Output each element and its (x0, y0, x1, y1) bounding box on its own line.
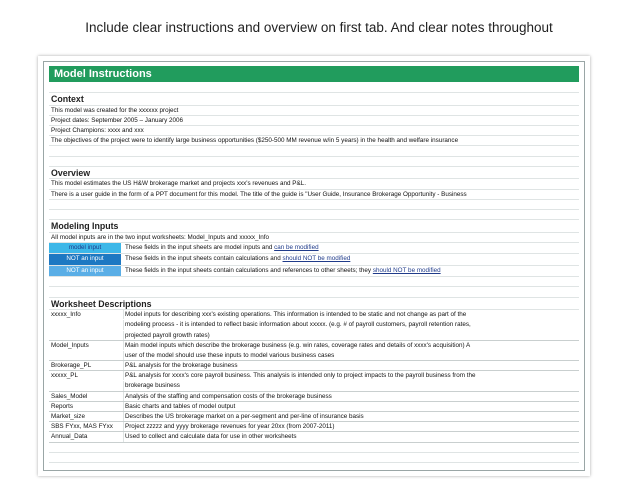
worksheet-desc-1-1: Model inputs for describing xxx's existing operations. This information is intended to be static and not change as part of the (125, 311, 467, 319)
worksheet-name-9: Annual_Data (51, 433, 88, 441)
column-divider (123, 412, 124, 421)
worksheet-row (49, 371, 579, 381)
legend-row (49, 243, 579, 255)
column-divider (123, 320, 124, 329)
legend-description-2: These fields in the input sheets contain calculations and should NOT be modified (125, 255, 351, 263)
worksheet-row (49, 341, 579, 351)
worksheet-row (49, 432, 579, 442)
worksheet-desc-6-1: Basic charts and tables of model output (125, 402, 236, 410)
blank-row (49, 157, 579, 167)
worksheet-desc-4-2: brokerage business (125, 382, 180, 390)
column-divider (123, 351, 124, 360)
context-heading (49, 93, 579, 106)
context-line-1: This model was created for the xxxxxx project (51, 106, 179, 114)
worksheet-row (49, 310, 579, 320)
worksheet-desc-1-3: projected payroll growth rates) (125, 331, 210, 339)
overview-heading (49, 167, 579, 180)
worksheet-row (49, 402, 579, 412)
worksheet-descriptions-heading-text: Worksheet Descriptions (51, 298, 152, 309)
legend-link-1: can be modified (274, 243, 319, 251)
text-row (49, 126, 579, 136)
worksheet-row (49, 422, 579, 432)
context-line-3: Project Champions: xxxx and xxx (51, 127, 144, 135)
text-row (49, 179, 579, 189)
slide-caption: Include clear instructions and overview on first tab. And clear notes throughout (85, 20, 553, 35)
context-line-4: The objectives of the project were to identify large business opportunities ($250-500 MM revenue w/in 5 years) in the health and welfare insurance (51, 137, 459, 145)
blank-row (49, 287, 579, 297)
blank-row (49, 210, 579, 220)
text-row (49, 106, 579, 116)
sheet-title-banner: Model Instructions (49, 66, 579, 82)
legend-row (49, 266, 579, 278)
worksheet-name-4: xxxxx_PL (51, 372, 78, 380)
blank-row (49, 83, 579, 93)
worksheet-desc-2-2: user of the model should use these inputs to model various business cases (125, 351, 335, 359)
worksheet-row (49, 331, 579, 341)
context-line-2: Project dates: September 2005 – January 2006 (51, 116, 183, 124)
legend-swatch-2: NOT an input (49, 254, 121, 265)
worksheet-name-2: Model_Inputs (51, 341, 89, 349)
worksheet-row (49, 320, 579, 330)
column-divider (123, 402, 124, 411)
worksheet-desc-8-1: Project zzzzz and yyyy brokerage revenues for year 20xx (from 2007-2011) (125, 423, 335, 431)
overview-line-2: There is a user guide in the form of a PPT document for this model. The title of the guide is "User Guide, Insurance Brokerage Opportunity - Business (51, 190, 467, 198)
worksheet-desc-7-1: Describes the US brokerage market on a per-segment and per-line of insurance basis (125, 413, 364, 420)
blank-row (49, 146, 579, 156)
column-divider (123, 432, 124, 441)
worksheet-row (49, 351, 579, 361)
blank-row (49, 277, 579, 287)
worksheet-desc-9-1: Used to collect and calculate data for use in other worksheets (125, 433, 297, 441)
blank-row (49, 200, 579, 210)
text-row (49, 190, 579, 200)
overview-heading-text: Overview (51, 167, 91, 178)
legend-link-3: should NOT be modified (372, 266, 441, 274)
sheet-rows (49, 83, 579, 463)
worksheet-name-8: SBS FYxx, MAS FYxx (51, 423, 113, 431)
column-divider (123, 331, 124, 340)
blank-row (49, 453, 579, 463)
worksheet-desc-5-1: Analysis of the staffing and compensation costs of the brokerage business (125, 392, 332, 400)
legend-swatch-3: NOT an input (49, 266, 121, 277)
worksheet-row (49, 381, 579, 391)
legend-link-2: should NOT be modified (282, 255, 351, 263)
legend-description-3: These fields in the input sheets contain calculations and references to other sheets; they should NOT be modified (125, 266, 441, 274)
worksheet-desc-4-1: P&L analysis for xxxx's core payroll business. This analysis is intended only to project impacts to the payroll business from the (125, 372, 476, 380)
text-row (49, 116, 579, 126)
blank-row (49, 443, 579, 453)
column-divider (123, 422, 124, 431)
legend-row (49, 254, 579, 266)
modeling-inputs-heading-text: Modeling Inputs (51, 221, 119, 232)
text-row (49, 136, 579, 146)
context-heading-text: Context (51, 94, 84, 105)
legend-description-1: These fields in the input sheets are model inputs and can be modified (125, 243, 319, 251)
worksheet-desc-2-1: Main model inputs which describe the brokerage business (e.g. win rates, coverage rates and details of xxxx's acquisition) A (125, 341, 471, 349)
modeling-inputs-intro: All model inputs are in the two input worksheets: Model_Inputs and xxxxx_Info (51, 233, 270, 241)
worksheet-desc-1-2: modeling process - it is intended to reflect basic information about xxxxx. (e.g. # of payroll customers, payroll retention rates, (125, 321, 471, 329)
worksheet-row (49, 412, 579, 422)
column-divider (123, 361, 124, 370)
text-row (49, 233, 579, 243)
worksheet-name-6: Reports (51, 402, 74, 410)
worksheet-row (49, 392, 579, 402)
modeling-inputs-heading (49, 220, 579, 233)
spreadsheet-screenshot (38, 56, 590, 476)
column-divider (123, 341, 124, 350)
worksheet-row (49, 361, 579, 371)
worksheet-descriptions-heading (49, 298, 579, 311)
worksheet-name-5: Sales_Model (51, 392, 88, 400)
worksheet-name-1: xxxxx_Info (51, 311, 81, 319)
legend-swatch-1: model input (49, 243, 121, 254)
column-divider (123, 371, 124, 380)
worksheet-name-3: Brokerage_PL (51, 362, 92, 370)
column-divider (123, 381, 124, 390)
column-divider (123, 392, 124, 401)
worksheet-desc-3-1: P&L analysis for the brokerage business (125, 362, 238, 370)
column-divider (123, 310, 124, 319)
worksheet-name-7: Market_size (51, 413, 85, 420)
overview-line-1: This model estimates the US H&W brokerage market and projects xxx's revenues and P&L. (51, 180, 306, 188)
